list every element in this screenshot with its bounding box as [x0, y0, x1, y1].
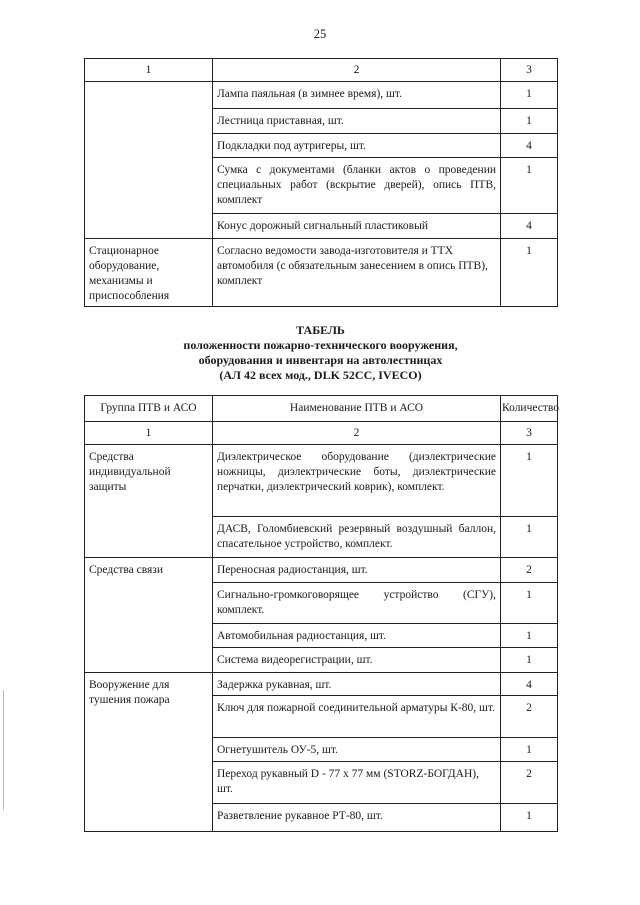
item-qty: 1	[501, 109, 558, 134]
group-cell: Средства индивидуальной защиты	[85, 445, 213, 558]
table-number-row	[85, 422, 558, 445]
column-header: Группа ПТВ и АСО	[85, 396, 213, 422]
item-name: Лампа паяльная (в зимнее время), шт.	[213, 82, 501, 109]
item-qty: 1	[501, 583, 558, 624]
item-qty: 1	[501, 738, 558, 762]
item-name: Автомобильная радиостанция, шт.	[213, 624, 501, 648]
item-qty: 2	[501, 762, 558, 804]
item-name: Лестница приставная, шт.	[213, 109, 501, 134]
title-line: (АЛ 42 всех мод., DLK 52CC, IVECO)	[219, 368, 422, 382]
table-title	[84, 323, 557, 383]
item-qty: 2	[501, 558, 558, 583]
item-qty: 2	[501, 696, 558, 738]
item-name: Ключ для пожарной соединительной арматуры К-80, шт.	[213, 696, 501, 738]
item-name: Сигнально-громкоговорящее устройство (СГУ), комплект.	[213, 583, 501, 624]
item-qty: 1	[501, 239, 558, 307]
column-header: Количество	[501, 396, 558, 422]
title-line: оборудования и инвентаря на автолестницах	[198, 353, 443, 367]
item-name: Огнетушитель ОУ-5, шт.	[213, 738, 501, 762]
table-row	[85, 673, 558, 696]
scan-artifact-line	[3, 690, 4, 810]
item-qty: 4	[501, 134, 558, 158]
item-name: Переносная радиостанция, шт.	[213, 558, 501, 583]
item-qty: 1	[501, 804, 558, 832]
item-qty: 1	[501, 624, 558, 648]
group-cell	[85, 82, 213, 239]
item-name: ДАСВ, Голомбиевский резервный воздушный баллон, спасательное устройство, комплект.	[213, 517, 501, 558]
item-qty: 1	[501, 158, 558, 214]
table-header-row	[85, 59, 558, 82]
table-row	[85, 82, 558, 109]
column-header: Наименование ПТВ и АСО	[213, 396, 501, 422]
column-number: 2	[213, 59, 501, 82]
item-name: Система видеорегистрации, шт.	[213, 648, 501, 673]
title-line: ТАБЕЛЬ	[296, 323, 345, 337]
item-name: Сумка с документами (бланки актов о проведении специальных работ (вскрытие дверей), опись ПТВ, комплект	[213, 158, 501, 214]
column-number: 1	[85, 422, 213, 445]
item-name: Переход рукавный D - 77 х 77 мм (STORZ-БОГДАН), шт.	[213, 762, 501, 804]
title-line: положенности пожарно-технического вооружения,	[183, 338, 458, 352]
item-name: Конус дорожный сигнальный пластиковый	[213, 214, 501, 239]
group-cell: Стационарное оборудование, механизмы и приспособления	[85, 239, 213, 307]
item-qty: 1	[501, 517, 558, 558]
item-qty: 1	[501, 82, 558, 109]
item-qty: 1	[501, 648, 558, 673]
column-number: 3	[501, 59, 558, 82]
item-name: Задержка рукавная, шт.	[213, 673, 501, 696]
item-qty: 4	[501, 673, 558, 696]
item-name: Разветвление рукавное РТ-80, шт.	[213, 804, 501, 832]
table-row	[85, 445, 558, 517]
group-cell: Вооружение для тушения пожара	[85, 673, 213, 832]
group-cell: Средства связи	[85, 558, 213, 673]
item-name: Диэлектрическое оборудование (диэлектрические ножницы, диэлектрические боты, диэлектрические перчатки, диэлектрический коврик), комплект.	[213, 445, 501, 517]
item-name: Согласно ведомости завода-изготовителя и ТТХ автомобиля (с обязательным занесением в опись ПТВ), комплект	[213, 239, 501, 307]
equipment-table-continued	[84, 58, 558, 307]
column-number: 2	[213, 422, 501, 445]
item-qty: 4	[501, 214, 558, 239]
table-header-row	[85, 396, 558, 422]
item-qty: 1	[501, 445, 558, 517]
table-row	[85, 239, 558, 307]
equipment-table	[84, 395, 558, 832]
column-number: 3	[501, 422, 558, 445]
column-number: 1	[85, 59, 213, 82]
page-number: 25	[313, 27, 327, 41]
table-row	[85, 558, 558, 583]
item-name: Подкладки под аутригеры, шт.	[213, 134, 501, 158]
